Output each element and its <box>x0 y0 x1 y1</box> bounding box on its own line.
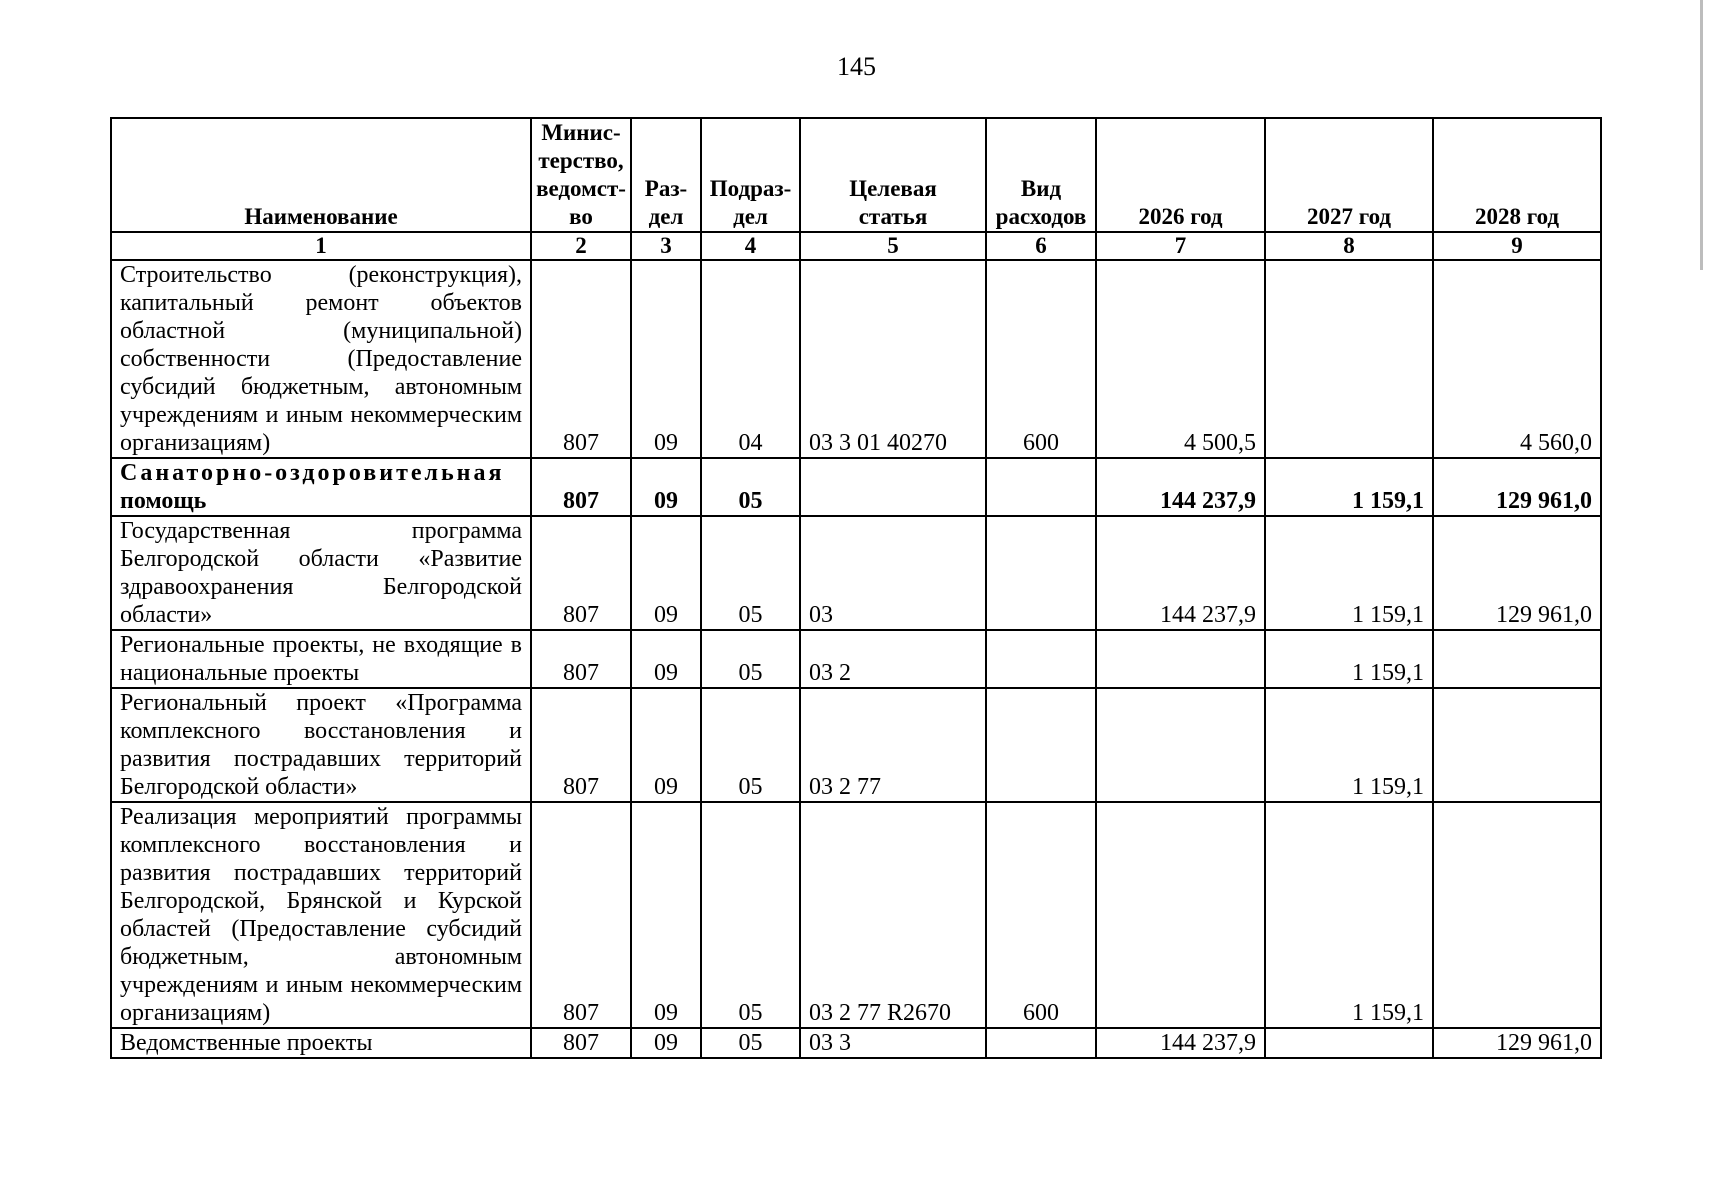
row-2028 <box>1433 630 1601 688</box>
row-subsection: 05 <box>701 1028 800 1058</box>
row-2028 <box>1433 688 1601 802</box>
row-expense-type <box>986 516 1096 630</box>
row-2028: 129 961,0 <box>1433 516 1601 630</box>
header-name: Наименование <box>111 118 531 232</box>
row-ministry: 807 <box>531 688 631 802</box>
row-section: 09 <box>631 516 701 630</box>
row-name: Региональный проект «Программа комплексного восстановления и развития пострадавших территорий Белгородской области» <box>111 688 531 802</box>
header-row <box>111 118 1601 232</box>
row-name: Строительство (реконструкция), капитальный ремонт объектов областной (муниципальной) собственности (Предоставление субсидий бюджетным, автономным учреждениям и иным некоммерческим организациям) <box>111 260 531 458</box>
column-number: 6 <box>986 232 1096 260</box>
row-2027: 1 159,1 <box>1265 802 1433 1028</box>
row-2026 <box>1096 630 1265 688</box>
row-2028: 129 961,0 <box>1433 458 1601 516</box>
column-number: 4 <box>701 232 800 260</box>
row-name: Государственная программа Белгородской области «Развитие здравоохранения Белгородской области» <box>111 516 531 630</box>
column-number: 3 <box>631 232 701 260</box>
row-subsection: 05 <box>701 630 800 688</box>
row-2026: 144 237,9 <box>1096 1028 1265 1058</box>
row-expense-type <box>986 688 1096 802</box>
row-ministry: 807 <box>531 516 631 630</box>
header-2028: 2028 год <box>1433 118 1601 232</box>
row-ministry: 807 <box>531 802 631 1028</box>
row-2026: 4 500,5 <box>1096 260 1265 458</box>
row-target-article: 03 2 <box>800 630 986 688</box>
row-2027: 1 159,1 <box>1265 458 1433 516</box>
row-subsection: 05 <box>701 458 800 516</box>
row-name: Реализация мероприятий программы комплексного восстановления и развития пострадавших территорий Белгородской, Брянской и Курской областей (Предоставление субсидий бюджетным, автономным учреждениям и иным некоммерческим организациям) <box>111 802 531 1028</box>
row-target-article: 03 3 <box>800 1028 986 1058</box>
row-2027: 1 159,1 <box>1265 688 1433 802</box>
column-number-row <box>111 232 1601 260</box>
header-subsection: Подраз- дел <box>701 118 800 232</box>
row-expense-type <box>986 630 1096 688</box>
table-row <box>111 630 1601 688</box>
row-2028: 129 961,0 <box>1433 1028 1601 1058</box>
row-2028 <box>1433 802 1601 1028</box>
row-subsection: 04 <box>701 260 800 458</box>
row-name-part2: помощь <box>120 488 207 514</box>
table-row <box>111 516 1601 630</box>
scan-edge-mark <box>1700 0 1703 270</box>
header-section: Раз- дел <box>631 118 701 232</box>
row-2027 <box>1265 260 1433 458</box>
row-expense-type: 600 <box>986 802 1096 1028</box>
column-number: 2 <box>531 232 631 260</box>
row-target-article <box>800 458 986 516</box>
row-target-article: 03 <box>800 516 986 630</box>
table-row <box>111 1028 1601 1058</box>
row-name-part1: Санаторно-оздоровительная <box>120 460 505 486</box>
row-ministry: 807 <box>531 1028 631 1058</box>
row-expense-type <box>986 1028 1096 1058</box>
table-row <box>111 688 1601 802</box>
row-ministry: 807 <box>531 458 631 516</box>
table-row <box>111 802 1601 1028</box>
page-number: 145 <box>837 52 876 81</box>
column-number: 8 <box>1265 232 1433 260</box>
row-2027: 1 159,1 <box>1265 630 1433 688</box>
column-number: 1 <box>111 232 531 260</box>
row-2026 <box>1096 802 1265 1028</box>
row-subsection: 05 <box>701 516 800 630</box>
row-target-article: 03 3 01 40270 <box>800 260 986 458</box>
row-section: 09 <box>631 802 701 1028</box>
header-expense-type: Вид расходов <box>986 118 1096 232</box>
header-2026: 2026 год <box>1096 118 1265 232</box>
header-target-article: Целевая статья <box>800 118 986 232</box>
row-target-article: 03 2 77 R2670 <box>800 802 986 1028</box>
row-name: Ведомственные проекты <box>111 1028 531 1058</box>
row-section: 09 <box>631 688 701 802</box>
row-section: 09 <box>631 260 701 458</box>
row-2028: 4 560,0 <box>1433 260 1601 458</box>
row-subsection: 05 <box>701 802 800 1028</box>
column-number: 9 <box>1433 232 1601 260</box>
column-number: 7 <box>1096 232 1265 260</box>
row-target-article: 03 2 77 <box>800 688 986 802</box>
row-expense-type: 600 <box>986 260 1096 458</box>
row-2027: 1 159,1 <box>1265 516 1433 630</box>
row-2026: 144 237,9 <box>1096 458 1265 516</box>
row-2027 <box>1265 1028 1433 1058</box>
row-section: 09 <box>631 630 701 688</box>
row-2026: 144 237,9 <box>1096 516 1265 630</box>
row-name: Региональные проекты, не входящие в национальные проекты <box>111 630 531 688</box>
row-section: 09 <box>631 458 701 516</box>
row-ministry: 807 <box>531 630 631 688</box>
table-row <box>111 260 1601 458</box>
row-ministry: 807 <box>531 260 631 458</box>
row-name <box>111 458 531 516</box>
table-row-section-total <box>111 458 1601 516</box>
row-subsection: 05 <box>701 688 800 802</box>
header-2027: 2027 год <box>1265 118 1433 232</box>
column-number: 5 <box>800 232 986 260</box>
row-section: 09 <box>631 1028 701 1058</box>
budget-table <box>110 117 1602 1059</box>
row-2026 <box>1096 688 1265 802</box>
header-ministry: Минис- терство, ведомст- во <box>531 118 631 232</box>
row-expense-type <box>986 458 1096 516</box>
